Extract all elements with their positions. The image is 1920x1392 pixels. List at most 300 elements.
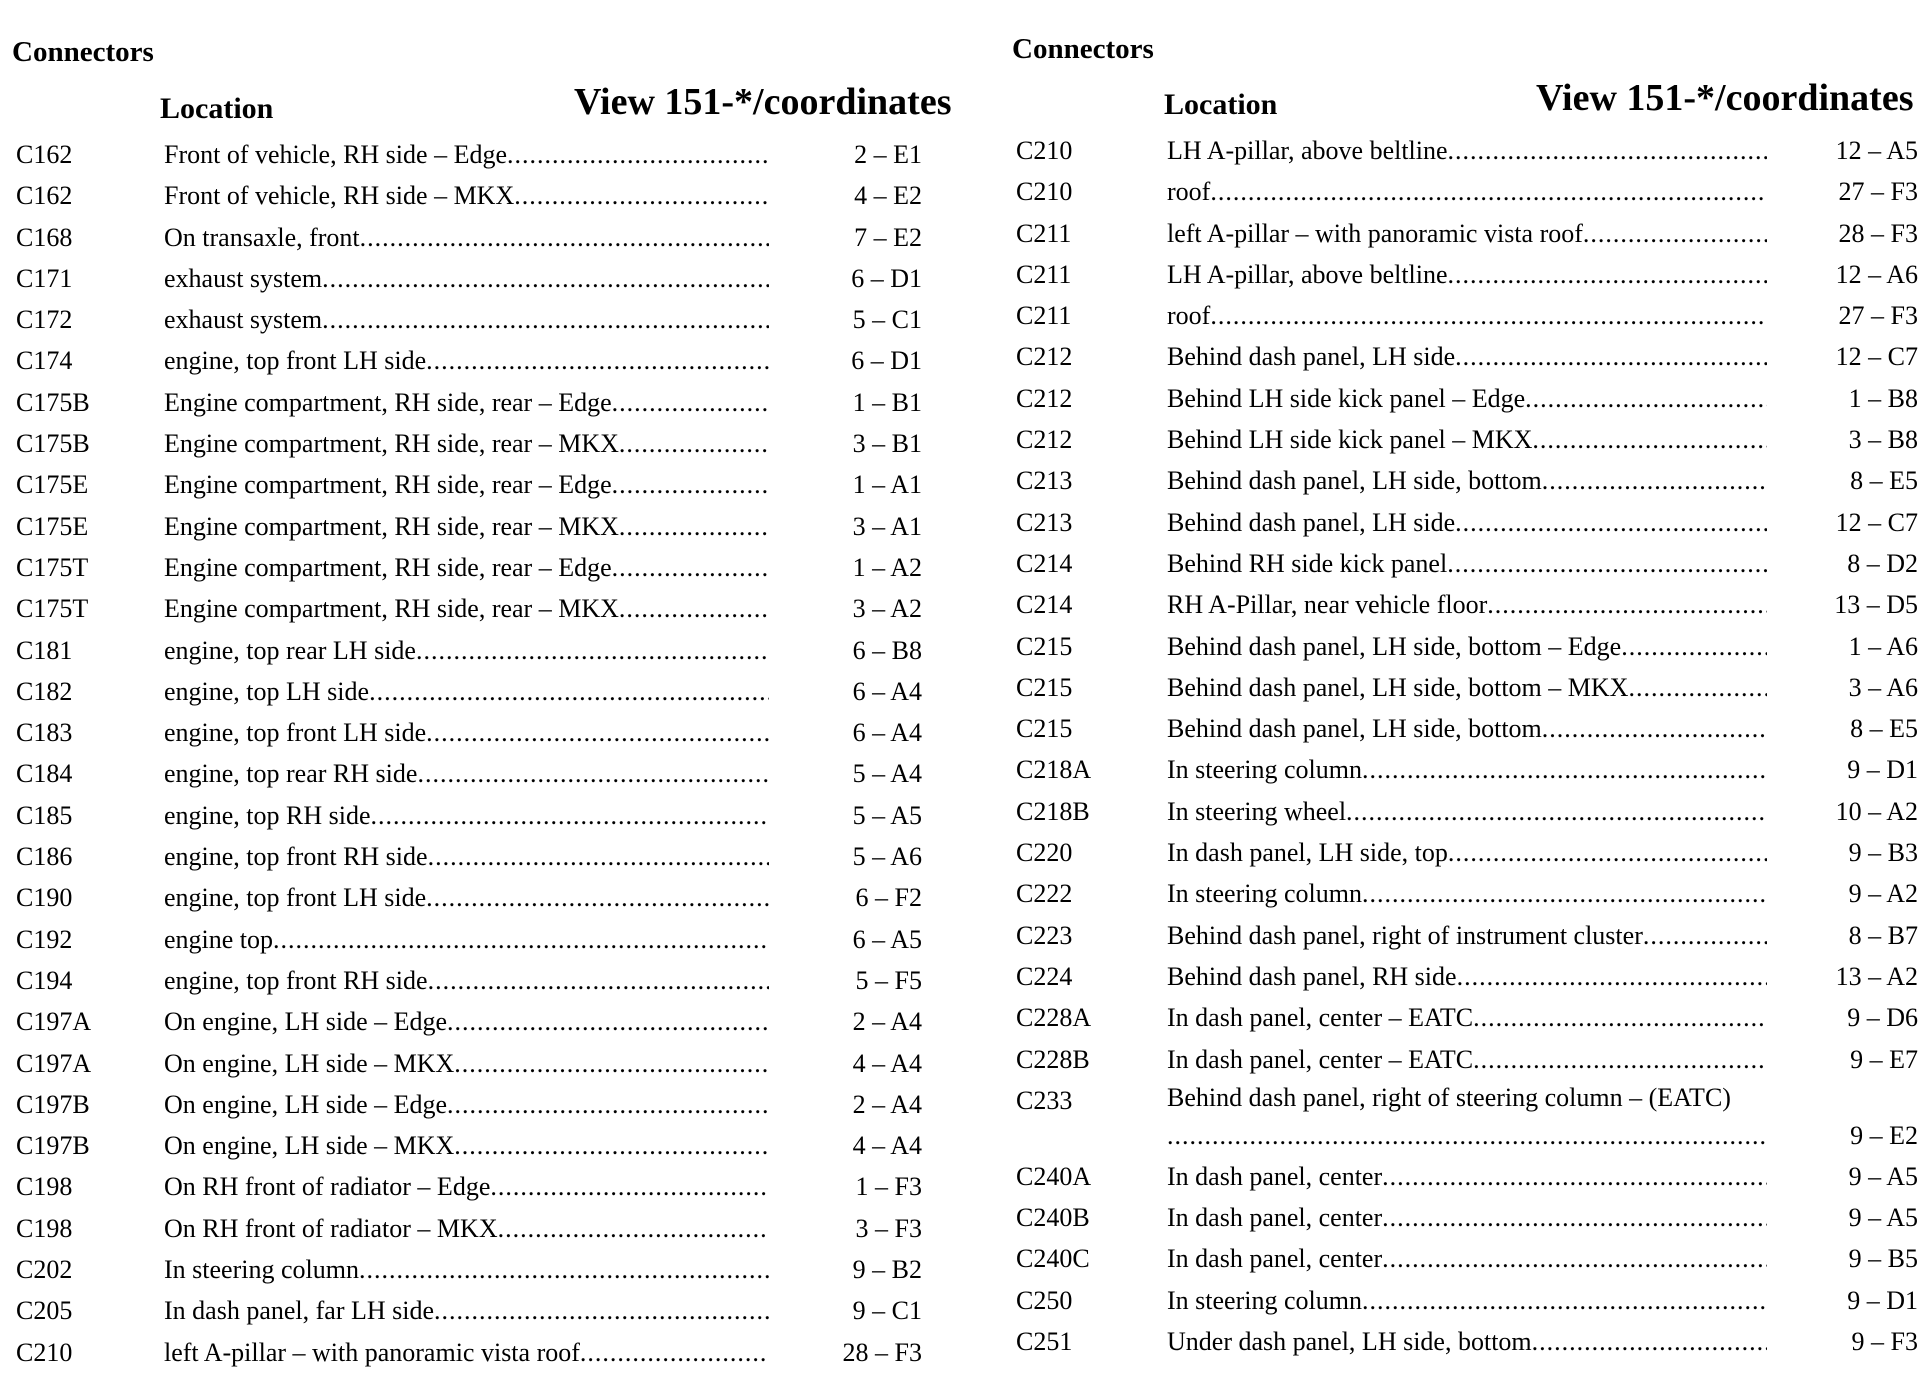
connector-row <box>12 1125 962 1166</box>
connector-row <box>12 175 962 216</box>
leader-dots <box>1447 543 1767 584</box>
connector-code: C213 <box>1016 466 1073 496</box>
location-text: Behind dash panel, right of steering column – (EATC) <box>1167 1082 1731 1112</box>
connector-row <box>1012 502 1917 543</box>
view-coordinate: 4 – A4 <box>852 1131 922 1161</box>
view-coordinate: 9 – A2 <box>1848 879 1918 909</box>
leader-dots <box>1473 997 1767 1038</box>
view-coordinate: 1 – A6 <box>1848 631 1918 661</box>
view-coordinate: 1 – A2 <box>852 552 922 582</box>
connector-code: C202 <box>16 1255 73 1285</box>
connector-code: C197A <box>16 1048 92 1078</box>
connector-location <box>164 588 769 629</box>
leader-dots <box>360 217 769 258</box>
location-text: In dash panel, center – EATC <box>1167 1044 1474 1074</box>
location-header: Location <box>1164 88 1278 121</box>
view-coordinate: 1 – A1 <box>852 470 922 500</box>
connector-location <box>164 1084 769 1125</box>
view-coordinate: 6 – A4 <box>852 676 922 706</box>
location-text: engine, top rear LH side <box>164 635 416 665</box>
connector-row <box>12 836 962 877</box>
connector-code: C183 <box>16 718 73 748</box>
view-coordinate: 2 – A4 <box>852 1089 922 1119</box>
leader-dots <box>426 712 769 753</box>
connector-code: C171 <box>16 263 73 293</box>
connector-location <box>1167 130 1767 171</box>
leader-dots <box>428 836 769 877</box>
leader-dots <box>612 547 769 588</box>
view-coordinate: 12 – A5 <box>1835 136 1918 165</box>
location-text: On engine, LH side – Edge <box>164 1007 448 1037</box>
view-coordinate: 3 – B1 <box>852 429 922 459</box>
connector-location <box>1167 336 1767 377</box>
view-coordinate: 9 – B2 <box>852 1255 922 1285</box>
connector-location <box>1167 419 1767 460</box>
leader-dots <box>447 1001 769 1042</box>
view-coordinate: 6 – D1 <box>851 263 922 293</box>
location-text: Engine compartment, RH side, rear – MKX <box>164 429 619 459</box>
view-coordinate: 5 – A4 <box>852 759 922 789</box>
connector-row <box>12 217 962 258</box>
connector-code: C197A <box>16 1007 92 1037</box>
connector-row <box>1012 626 1917 667</box>
connector-code: C250 <box>1016 1285 1073 1315</box>
connector-location <box>164 712 769 753</box>
location-text: Behind LH side kick panel – MKX <box>1167 425 1533 455</box>
view-coordinate: 2 – E1 <box>854 140 922 169</box>
connector-location <box>164 1332 769 1373</box>
connector-row <box>1012 1238 1917 1279</box>
connector-code: C228B <box>1016 1044 1090 1074</box>
location-text: Behind dash panel, LH side, bottom – MKX <box>1167 672 1629 702</box>
connector-row <box>1012 213 1917 254</box>
connector-row <box>1012 254 1917 295</box>
connector-code: C210 <box>1016 136 1073 165</box>
view-coordinate: 8 – B7 <box>1848 920 1918 950</box>
connector-location <box>164 464 769 505</box>
leader-dots <box>1210 171 1767 212</box>
connector-code: C182 <box>16 676 73 706</box>
connector-row <box>1012 915 1917 956</box>
leader-dots <box>322 299 769 340</box>
location-text: Behind dash panel, right of instrument cluster <box>1167 920 1643 950</box>
connector-location <box>1167 832 1767 873</box>
connector-code: C211 <box>1016 301 1072 331</box>
connector-location <box>164 382 769 423</box>
leader-dots <box>1628 667 1767 708</box>
location-text: In steering column <box>1167 879 1362 909</box>
connector-code: C184 <box>16 759 73 789</box>
leader-dots <box>273 919 769 960</box>
location-text: Engine compartment, RH side, rear – Edge <box>164 552 612 582</box>
connector-row <box>12 547 962 588</box>
connector-row <box>12 464 962 505</box>
location-text: On RH front of radiator – MKX <box>164 1213 498 1243</box>
connector-row <box>1012 997 1917 1038</box>
connector-code: C181 <box>16 635 73 665</box>
location-text: LH A-pillar, above beltline <box>1167 136 1448 165</box>
connector-location <box>164 1249 769 1290</box>
location-text: In dash panel, LH side, top <box>1167 838 1448 868</box>
connector-row <box>1012 873 1917 914</box>
connector-location <box>164 1043 769 1084</box>
connector-location <box>1167 1039 1767 1080</box>
connector-code: C162 <box>16 140 73 169</box>
location-text: left A-pillar – with panoramic vista roof <box>1167 218 1583 248</box>
view-coordinate: 9 – D6 <box>1847 1003 1918 1033</box>
connector-row <box>12 588 962 629</box>
location-text: exhaust system <box>164 305 323 335</box>
location-text: Front of vehicle, RH side – Edge <box>164 140 507 169</box>
connector-code: C218B <box>1016 796 1090 826</box>
connector-row <box>1012 791 1917 832</box>
connector-code: C175E <box>16 470 89 500</box>
location-header: Location <box>160 92 274 125</box>
connector-row <box>12 753 962 794</box>
connector-row <box>1012 171 1917 212</box>
connector-code: C240B <box>1016 1203 1090 1233</box>
connector-code: C223 <box>1016 920 1073 950</box>
location-text: Behind dash panel, RH side <box>1167 961 1457 991</box>
connector-code: C220 <box>1016 838 1073 868</box>
connector-row <box>1012 543 1917 584</box>
view-coordinate: 12 – A6 <box>1835 259 1918 289</box>
connector-row <box>12 506 962 547</box>
leader-dots <box>498 1208 769 1249</box>
leader-dots <box>447 1084 769 1125</box>
connector-code: C186 <box>16 842 73 872</box>
view-coordinate: 7 – E2 <box>854 222 922 252</box>
connector-code: C175B <box>16 387 90 417</box>
view-coordinate: 3 – A6 <box>1848 672 1918 702</box>
connector-code: C215 <box>1016 714 1073 744</box>
location-text: In dash panel, center – EATC <box>1167 1003 1474 1033</box>
connector-location <box>164 960 769 1001</box>
location-text: Behind LH side kick panel – Edge <box>1167 383 1526 413</box>
location-text: engine, top front RH side <box>164 842 428 872</box>
connector-location <box>1167 873 1767 914</box>
location-text: Under dash panel, LH side, bottom <box>1167 1327 1532 1357</box>
connector-location <box>164 547 769 588</box>
location-text: engine, top RH side <box>164 800 371 830</box>
connector-row <box>12 340 962 381</box>
connector-row <box>12 1001 962 1042</box>
view-coordinate: 9 – E2 <box>1850 1120 1918 1150</box>
connector-location <box>164 340 769 381</box>
connector-code: C198 <box>16 1172 73 1202</box>
connector-code: C197B <box>16 1089 90 1119</box>
connector-location <box>164 671 769 712</box>
leader-dots <box>454 1043 769 1084</box>
connector-row <box>1012 130 1917 171</box>
location-text: engine, top front LH side <box>164 883 427 913</box>
view-coordinate: 27 – F3 <box>1838 177 1918 207</box>
connector-row <box>1012 378 1917 419</box>
connector-code: C210 <box>16 1337 73 1367</box>
leader-dots <box>619 588 769 629</box>
location-text: In steering column <box>164 1255 359 1285</box>
location-text: Behind RH side kick panel <box>1167 548 1448 578</box>
connector-code: C190 <box>16 883 73 913</box>
connector-row <box>12 1290 962 1331</box>
view-coordinate: 1 – B8 <box>1848 383 1918 413</box>
connector-row <box>12 1084 962 1125</box>
view-coordinate: 5 – A5 <box>852 800 922 830</box>
view-coordinate: 5 – A6 <box>852 842 922 872</box>
connector-code: C215 <box>1016 672 1073 702</box>
leader-dots <box>619 423 769 464</box>
leader-dots <box>1362 749 1767 790</box>
view-coordinate: 10 – A2 <box>1835 796 1918 826</box>
view-coordinate: 9 – D1 <box>1847 755 1918 785</box>
connector-location <box>1167 460 1767 501</box>
view-coordinate: 1 – B1 <box>852 387 922 417</box>
connector-code: C197B <box>16 1131 90 1161</box>
connector-location <box>1167 1156 1767 1197</box>
connector-row <box>1012 749 1917 790</box>
view-coordinate: 3 – A2 <box>852 594 922 624</box>
leader-dots <box>612 464 769 505</box>
view-coordinate: 3 – B8 <box>1848 425 1918 455</box>
connector-code: C212 <box>1016 425 1073 455</box>
view-coordinate: 9 – E7 <box>1850 1044 1918 1074</box>
leader-dots <box>1621 626 1767 667</box>
connector-location <box>164 1166 769 1207</box>
connector-location <box>164 506 769 547</box>
connector-code: C174 <box>16 346 73 376</box>
leader-dots <box>359 1249 769 1290</box>
leader-dots <box>1346 791 1767 832</box>
connector-location <box>164 258 769 299</box>
view-coordinate: 3 – A1 <box>852 511 922 541</box>
connector-code: C240C <box>1016 1244 1090 1274</box>
view-coordinate: 9 – D1 <box>1847 1285 1918 1315</box>
connector-code: C175T <box>16 594 89 624</box>
leader-dots <box>1382 1197 1767 1238</box>
view-coordinates-header: View 151-*/coordinates <box>1536 77 1914 119</box>
connector-row <box>12 258 962 299</box>
view-coordinate: 4 – E2 <box>854 181 922 211</box>
location-text: engine, top rear RH side <box>164 759 418 789</box>
connector-code: C185 <box>16 800 73 830</box>
connector-row <box>12 134 962 175</box>
connector-code: C224 <box>1016 961 1073 991</box>
connector-code: C215 <box>1016 631 1073 661</box>
connector-location <box>1167 1197 1767 1238</box>
connector-location <box>1167 708 1767 749</box>
leader-dots <box>1583 213 1767 254</box>
connector-location <box>164 630 769 671</box>
connector-location <box>1167 295 1767 336</box>
view-coordinate: 2 – A4 <box>852 1007 922 1037</box>
connector-row <box>1012 1039 1917 1080</box>
connector-code: C228A <box>1016 1003 1092 1033</box>
leader-dots <box>1455 502 1767 543</box>
connector-location <box>164 423 769 464</box>
location-text: On engine, LH side – Edge <box>164 1089 448 1119</box>
connector-row <box>1012 956 1917 997</box>
connector-row <box>12 1043 962 1084</box>
location-text: roof <box>1167 177 1211 207</box>
view-coordinate: 27 – F3 <box>1838 301 1918 331</box>
leader-dots <box>369 671 769 712</box>
leader-dots <box>428 960 769 1001</box>
leader-dots <box>1473 1039 1767 1080</box>
connector-row <box>12 382 962 423</box>
connector-row <box>12 1249 962 1290</box>
leader-dots <box>1382 1156 1767 1197</box>
connector-code: C175E <box>16 511 89 541</box>
connector-row <box>1012 1197 1917 1238</box>
location-text: In dash panel, center <box>1167 1244 1383 1274</box>
connector-code: C168 <box>16 222 73 252</box>
location-text: In steering column <box>1167 755 1362 785</box>
leader-dots <box>1455 336 1767 377</box>
connector-location <box>1167 1321 1767 1362</box>
view-coordinate: 8 – E5 <box>1850 714 1918 744</box>
connector-location <box>164 1125 769 1166</box>
location-text: roof <box>1167 301 1211 331</box>
connector-row <box>1012 1280 1917 1321</box>
leader-dots <box>371 795 769 836</box>
location-text: Behind dash panel, LH side <box>1167 507 1456 537</box>
connector-row <box>1012 584 1917 625</box>
connector-location <box>1167 1238 1767 1279</box>
connector-row <box>12 795 962 836</box>
connector-location <box>164 1208 769 1249</box>
connector-code: C194 <box>16 965 73 995</box>
connector-location <box>1167 749 1767 790</box>
view-coordinate: 12 – C7 <box>1835 342 1918 372</box>
connector-row <box>12 877 962 918</box>
connector-row <box>1012 667 1917 708</box>
connector-location <box>1167 584 1767 625</box>
connector-location <box>1167 378 1767 419</box>
view-coordinate: 8 – E5 <box>1850 466 1918 496</box>
connector-row <box>12 630 962 671</box>
connector-row <box>12 423 962 464</box>
view-coordinate: 5 – F5 <box>855 965 922 995</box>
leader-dots <box>426 877 769 918</box>
connector-location <box>164 175 769 216</box>
connector-location <box>1167 1280 1767 1321</box>
leader-dots <box>612 382 769 423</box>
location-text: exhaust system <box>164 263 323 293</box>
connector-location <box>1167 502 1767 543</box>
connector-code: C212 <box>1016 383 1073 413</box>
connector-location <box>164 795 769 836</box>
connector-row <box>1012 1080 1917 1156</box>
connector-code: C213 <box>1016 507 1073 537</box>
leader-dots <box>1448 130 1767 171</box>
connector-location <box>1167 213 1767 254</box>
location-text: On engine, LH side – MKX <box>164 1131 455 1161</box>
connector-row <box>12 1166 962 1207</box>
view-coordinate: 3 – F3 <box>855 1213 922 1243</box>
location-text: In steering wheel <box>1167 796 1347 826</box>
connector-code: C205 <box>16 1296 73 1326</box>
view-coordinate: 6 – F2 <box>855 883 922 913</box>
leader-dots <box>1382 1238 1767 1279</box>
location-text: Engine compartment, RH side, rear – Edge <box>164 387 612 417</box>
location-text: engine, top front LH side <box>164 346 427 376</box>
connector-location <box>1167 626 1767 667</box>
location-text: On transaxle, front <box>164 222 360 252</box>
view-coordinates-header: View 151-*/coordinates <box>574 81 952 123</box>
location-text: engine top <box>164 924 274 954</box>
connector-code: C172 <box>16 305 73 335</box>
leader-dots <box>1167 1116 1767 1156</box>
leader-dots <box>1487 584 1767 625</box>
leader-dots <box>417 753 769 794</box>
connector-code: C212 <box>1016 342 1073 372</box>
connector-location <box>164 299 769 340</box>
view-coordinate: 9 – B5 <box>1848 1244 1918 1274</box>
connector-location <box>164 919 769 960</box>
connector-code: C175T <box>16 552 89 582</box>
connector-location <box>1167 956 1767 997</box>
leader-dots <box>426 340 769 381</box>
connector-row <box>12 919 962 960</box>
view-coordinate: 13 – A2 <box>1835 961 1918 991</box>
view-coordinate: 9 – B3 <box>1848 838 1918 868</box>
connector-row <box>12 1208 962 1249</box>
connector-location <box>164 753 769 794</box>
connector-code: C214 <box>1016 548 1073 578</box>
location-text: engine, top front LH side <box>164 718 427 748</box>
connector-code: C214 <box>1016 590 1073 620</box>
connector-location <box>1167 254 1767 295</box>
connector-code: C162 <box>16 181 73 211</box>
connector-code: C222 <box>1016 879 1073 909</box>
connector-row <box>1012 460 1917 501</box>
section-title: Connectors <box>1012 33 1154 65</box>
leader-dots <box>1448 832 1767 873</box>
location-text: On engine, LH side – MKX <box>164 1048 455 1078</box>
connector-location <box>164 836 769 877</box>
location-text: Engine compartment, RH side, rear – MKX <box>164 511 619 541</box>
location-text: In dash panel, center <box>1167 1161 1383 1191</box>
location-text: left A-pillar – with panoramic vista roof <box>164 1337 580 1367</box>
connector-location <box>164 877 769 918</box>
leader-dots <box>1542 460 1767 501</box>
view-coordinate: 6 – D1 <box>851 346 922 376</box>
location-text: RH A-Pillar, near vehicle floor <box>1167 590 1488 620</box>
location-text: LH A-pillar, above beltline <box>1167 259 1448 289</box>
view-coordinate: 9 – C1 <box>852 1296 922 1326</box>
view-coordinate: 28 – F3 <box>1838 218 1918 248</box>
connector-code: C210 <box>1016 177 1073 207</box>
location-text: Front of vehicle, RH side – MKX <box>164 181 515 211</box>
connector-location <box>1167 791 1767 832</box>
connector-code: C175B <box>16 429 90 459</box>
location-text: In dash panel, far LH side <box>164 1296 435 1326</box>
connector-location <box>1167 543 1767 584</box>
connector-code: C198 <box>16 1213 73 1243</box>
leader-dots <box>1532 1321 1767 1362</box>
connector-row <box>1012 1156 1917 1197</box>
leader-dots <box>434 1290 769 1331</box>
leader-dots <box>507 134 769 175</box>
leader-dots <box>322 258 769 299</box>
connector-location <box>164 217 769 258</box>
connector-location <box>164 134 769 175</box>
connector-location <box>164 1001 769 1042</box>
leader-dots <box>619 506 769 547</box>
location-text: engine, top front RH side <box>164 965 428 995</box>
connector-location <box>164 1290 769 1331</box>
connector-row <box>12 299 962 340</box>
